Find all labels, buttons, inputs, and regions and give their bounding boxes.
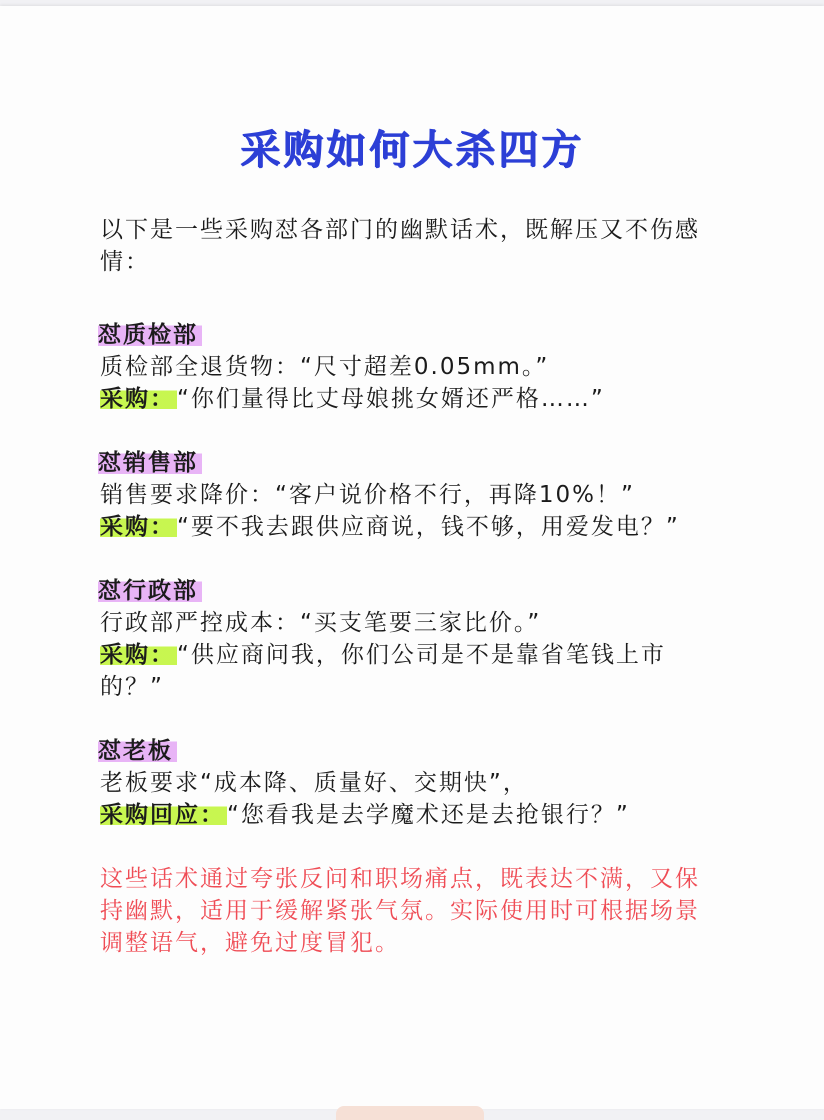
section-line: 销售要求降价：“客户说价格不行，再降10%！” xyxy=(100,482,635,508)
reply-text: “要不我去跟供应商说，钱不够，用爱发电？” xyxy=(177,514,680,540)
reply-label: 采购： xyxy=(100,514,175,540)
intro-text: 以下是一些采购怼各部门的幽默话术，既解压又不伤感情： xyxy=(100,217,700,275)
reply-label: 采购： xyxy=(100,386,175,412)
section-heading: 怼销售部 xyxy=(98,447,202,479)
section-reply xyxy=(100,511,720,543)
section-quality xyxy=(100,319,720,415)
reply-text: “你们量得比丈母娘挑女婿还严格……” xyxy=(177,386,605,412)
section-heading: 怼老板 xyxy=(98,735,177,767)
section-reply xyxy=(100,639,720,703)
bottom-tab-handle[interactable] xyxy=(336,1106,484,1120)
section-line: 质检部全退货物：“尺寸超差0.05mm。” xyxy=(100,354,550,380)
section-admin xyxy=(100,575,720,703)
note-content xyxy=(100,214,720,959)
conclusion-text: 这些话术通过夸张反问和职场痛点，既表达不满，又保持幽默，适用于缓解紧张气氛。实际使用时可根据场景调整语气，避免过度冒犯。 xyxy=(100,866,700,956)
section-line: 老板要求“成本降、质量好、交期快”， xyxy=(100,770,528,796)
reply-label: 采购： xyxy=(100,642,175,668)
reply-label: 采购回应： xyxy=(100,802,225,828)
section-heading: 怼质检部 xyxy=(98,319,202,351)
reply-text: “您看我是去学魔术还是去抢银行？” xyxy=(227,802,630,828)
section-reply xyxy=(100,799,720,831)
reply-text: “供应商问我，你们公司是不是靠省笔钱上市的？” xyxy=(100,642,666,700)
note-page xyxy=(0,6,824,1109)
section-line: 行政部严控成本：“买支笔要三家比价。” xyxy=(100,610,542,636)
section-heading: 怼行政部 xyxy=(98,575,202,607)
section-boss xyxy=(100,735,720,831)
section-reply xyxy=(100,383,720,415)
page-title: 采购如何大杀四方 xyxy=(240,127,584,173)
section-sales xyxy=(100,447,720,543)
